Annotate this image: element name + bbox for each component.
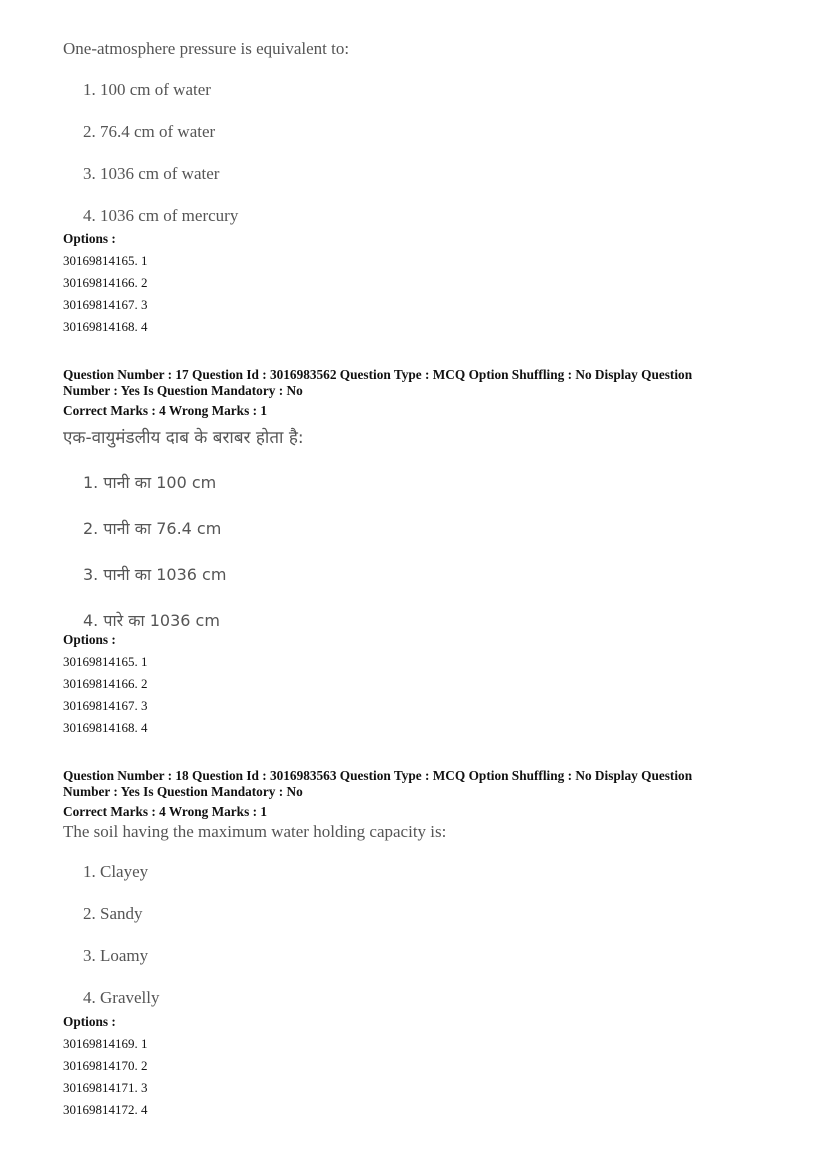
option-id-1: 30169814165. 1 <box>63 253 148 268</box>
question-stem: एक-वायुमंडलीय दाब के बराबर होता है: <box>63 428 304 448</box>
question-meta-line-2: Number : Yes Is Question Mandatory : No <box>63 383 303 398</box>
option-id-4: 30169814168. 4 <box>63 319 148 334</box>
option-id-3: 30169814167. 3 <box>63 297 148 312</box>
choice-3: 3. पानी का 1036 cm <box>83 565 227 584</box>
options-label: Options : <box>63 632 116 647</box>
choice-2: 2. 76.4 cm of water <box>83 122 216 141</box>
question-meta-line-1: Question Number : 18 Question Id : 3016983563 Question Type : MCQ Option Shuffling : No Display Question <box>63 768 693 783</box>
question-stem: The soil having the maximum water holding capacity is: <box>63 822 447 841</box>
choice-4: 4. 1036 cm of mercury <box>83 206 239 225</box>
question-meta-line-1: Question Number : 17 Question Id : 3016983562 Question Type : MCQ Option Shuffling : No Display Question <box>63 367 693 382</box>
option-id-3: 30169814171. 3 <box>63 1080 148 1095</box>
options-label: Options : <box>63 1014 116 1029</box>
option-id-4: 30169814168. 4 <box>63 720 148 735</box>
question-stem: One-atmosphere pressure is equivalent to: <box>63 39 350 58</box>
choice-3: 3. 1036 cm of water <box>83 164 220 183</box>
option-id-2: 30169814170. 2 <box>63 1058 148 1073</box>
choice-2: 2. पानी का 76.4 cm <box>83 519 222 538</box>
choice-4: 4. पारे का 1036 cm <box>83 611 220 630</box>
option-id-1: 30169814169. 1 <box>63 1036 148 1051</box>
option-id-4: 30169814172. 4 <box>63 1102 148 1117</box>
option-id-2: 30169814166. 2 <box>63 676 148 691</box>
option-id-2: 30169814166. 2 <box>63 275 148 290</box>
choice-3: 3. Loamy <box>83 946 149 965</box>
option-id-1: 30169814165. 1 <box>63 654 148 669</box>
question-meta-line-2: Number : Yes Is Question Mandatory : No <box>63 784 303 799</box>
options-label: Options : <box>63 231 116 246</box>
choice-2: 2. Sandy <box>83 904 143 923</box>
choice-1: 1. पानी का 100 cm <box>83 473 217 492</box>
choice-1: 1. 100 cm of water <box>83 80 211 99</box>
choice-4: 4. Gravelly <box>83 988 160 1007</box>
option-id-3: 30169814167. 3 <box>63 698 148 713</box>
choice-1: 1. Clayey <box>83 862 149 881</box>
question-marks: Correct Marks : 4 Wrong Marks : 1 <box>63 804 267 819</box>
question-marks: Correct Marks : 4 Wrong Marks : 1 <box>63 403 267 418</box>
